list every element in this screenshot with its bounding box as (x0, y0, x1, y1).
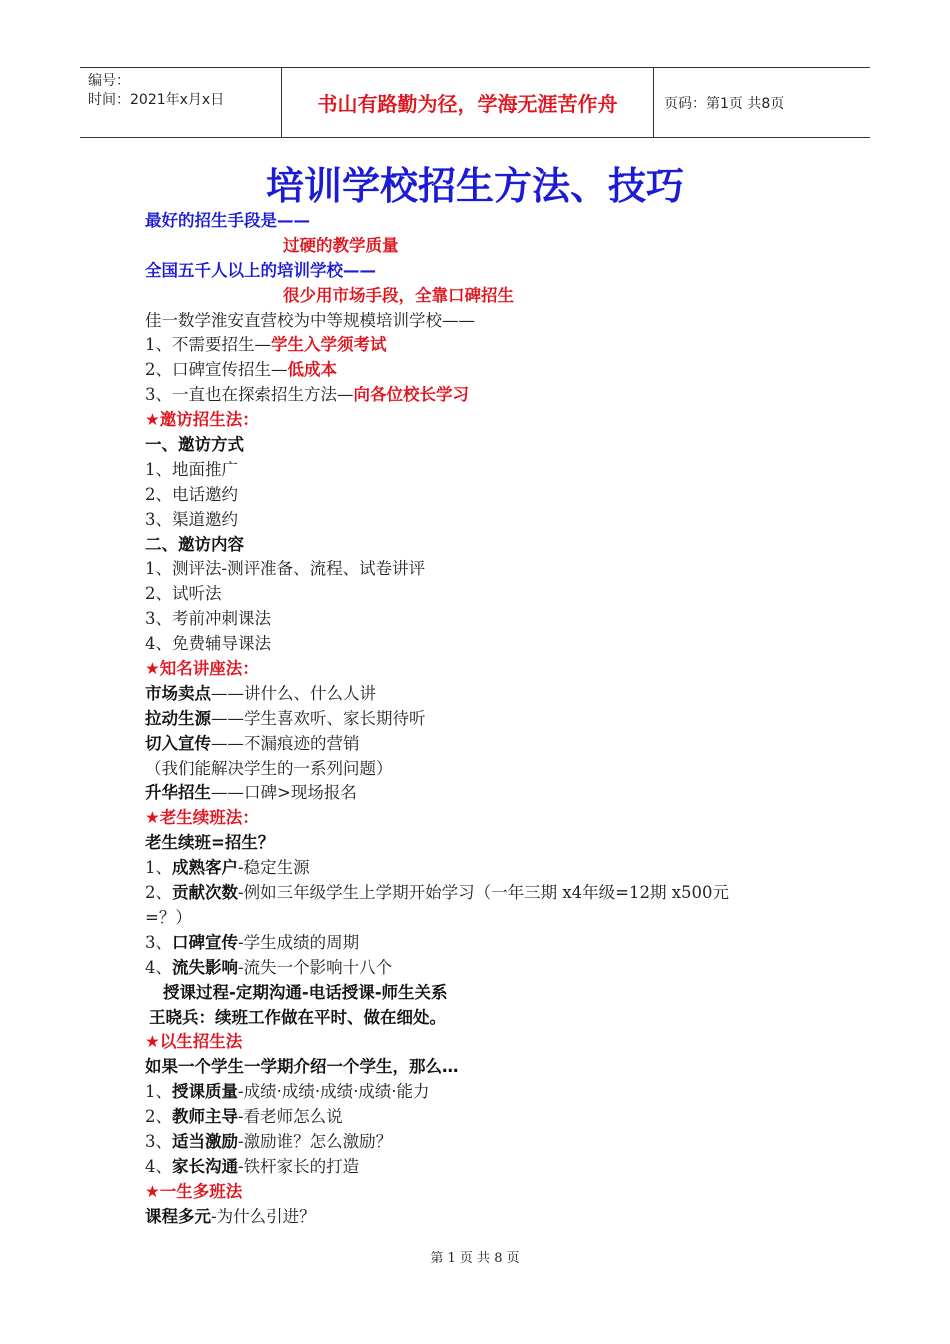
intro-line: 过硬的教学质量 (283, 235, 399, 255)
intro-line: 很少用市场手段，全靠口碑招生 (283, 285, 514, 305)
section-heading: ★以生招生法 (145, 1032, 243, 1052)
list-item: （我们能解决学生的一系列问题） (145, 758, 393, 778)
list-item: 1、测评法-测评准备、流程、试卷讲评 (145, 559, 426, 579)
list-item: 4、免费辅导课法 (145, 634, 271, 654)
list-item: 3、适当激励-激励谁？怎么激励？ (145, 1131, 393, 1151)
process-line: 授课过程-定期沟通-电话授课-师生关系 (163, 982, 448, 1002)
page-footer: 第 1 页 共 8 页 (430, 1251, 520, 1266)
subheading: 一、邀访方式 (145, 435, 244, 455)
list-item: 拉动生源——学生喜欢听、家长期待听 (145, 708, 426, 728)
list-item: 切入宣传——不漏痕迹的营销 (145, 733, 360, 753)
section-heading: ★邀访招生法： (145, 410, 259, 430)
list-item: 4、流失影响-流失一个影响十八个 (145, 957, 393, 977)
intro-line: 全国五千人以上的培训学校—— (145, 260, 376, 280)
intro-line: 2、口碑宣传招生—低成本 (145, 360, 337, 380)
list-item: 2、试听法 (145, 584, 222, 604)
list-item: 升华招生——口碑>现场报名 (145, 783, 357, 803)
header-motto: 书山有路勤为径，学海无涯苦作舟 (282, 68, 654, 137)
list-item: 1、成熟客户-稳定生源 (145, 858, 310, 878)
list-item: 2、电话邀约 (145, 484, 238, 504)
list-item: 4、家长沟通-铁杆家长的打造 (145, 1156, 360, 1176)
header-table (80, 67, 870, 138)
list-item: 2、教师主导-看老师怎么说 (145, 1107, 343, 1127)
intro-line: 3、一直也在探索招生方法—向各位校长学习 (145, 385, 469, 405)
header-page-info: 页码：第1页 共8页 (664, 95, 785, 112)
document-body (145, 209, 835, 1230)
document-title: 培训学校招生方法、技巧 (265, 164, 684, 208)
header-meta-cell (80, 68, 282, 137)
list-item: 市场卖点——讲什么、什么人讲 (145, 683, 376, 703)
list-item: 2、贡献次数-例如三年级学生上学期开始学习（一年三期 x4年级=12期 x500元 (145, 883, 729, 903)
number-label: 编号： (88, 73, 130, 89)
list-item: 1、授课质量-成绩·成绩·成绩·成绩·能力 (145, 1082, 430, 1102)
list-item: 3、考前冲刺课法 (145, 609, 271, 629)
intro-line: 最好的招生手段是—— (145, 211, 310, 230)
list-item: 3、口碑宣传-学生成绩的周期 (145, 932, 360, 952)
intro-line: 1、不需要招生—学生入学须考试 (145, 335, 387, 355)
time-label: 时间：2021年x月x日 (88, 92, 225, 108)
list-item: 课程多元-为什么引进？ (145, 1206, 316, 1226)
section-heading: ★一生多班法 (145, 1181, 243, 1201)
list-item-continued: =？） (145, 907, 192, 927)
question-line: 老生续班=招生？ (145, 833, 275, 853)
section-heading: ★知名讲座法： (145, 659, 259, 679)
intro-line: 佳一数学淮安直营校为中等规模培训学校—— (145, 310, 475, 330)
section-heading: ★老生续班法： (145, 808, 259, 828)
question-line: 如果一个学生一学期介绍一个学生，那么… (145, 1057, 459, 1077)
list-item: 3、渠道邀约 (145, 509, 238, 529)
list-item: 1、地面推广 (145, 459, 238, 479)
subheading: 二、邀访内容 (145, 534, 244, 554)
quote-line: 王晓兵：续班工作做在平时、做在细处。 (149, 1007, 446, 1027)
